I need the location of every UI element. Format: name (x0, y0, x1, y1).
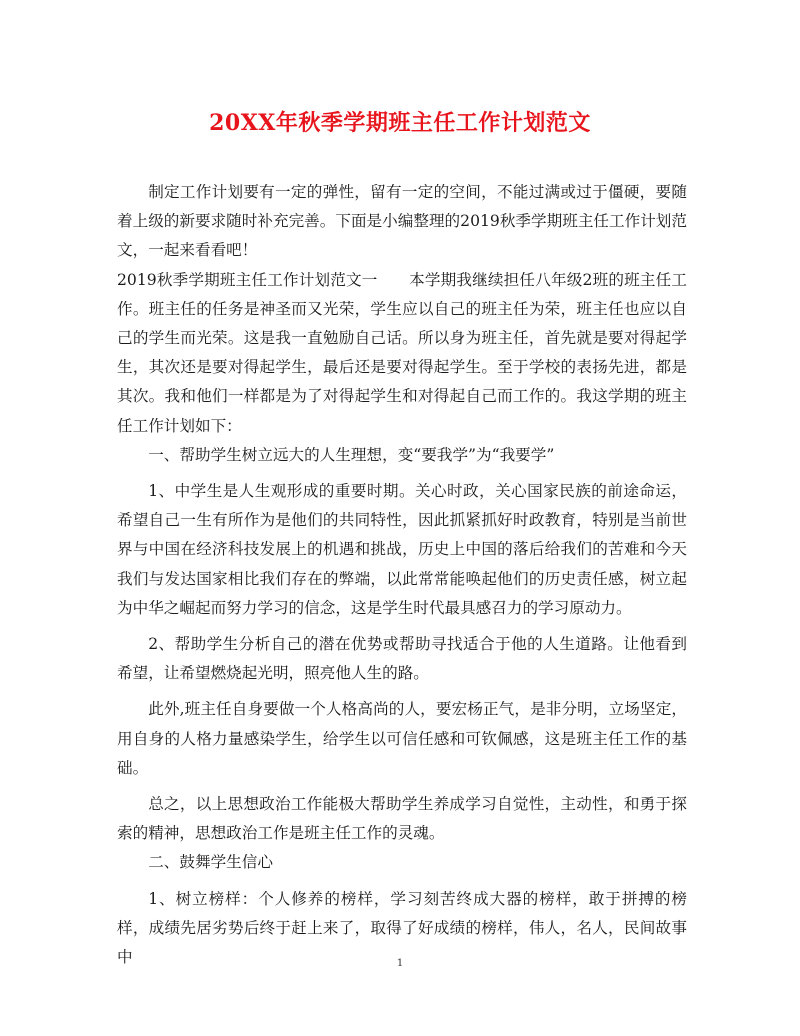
paragraph-intro: 制定工作计划要有一定的弹性，留有一定的空间，不能过满或过于僵硬，要随着上级的新要求随时补充完善。下面是小编整理的2019秋季学期班主任工作计划范文，一起来看看吧！ (117, 183, 687, 260)
paragraph-summary: 总之，以上思想政治工作能极大帮助学生养成学习自觉性，主动性，和勇于探索的精神，思想政治工作是班主任工作的灵魂。 (117, 795, 687, 843)
section-heading-two: 二、鼓舞学生信心 (148, 853, 273, 872)
paragraph-furthermore: 此外,班主任自身要做一个人格高尚的人，要宏杨正气，是非分明，立场坚定，用自身的人格力量感染学生，给学生以可信任感和可钦佩感，这是班主任工作的基础。 (117, 700, 687, 777)
page-number: 1 (396, 958, 404, 969)
section-heading-one: 一、帮助学生树立远大的人生理想，变“要我学”为“我要学” (148, 445, 555, 464)
paragraph-point-1-1: 1、中学生是人生观形成的重要时期。关心时政，关心国家民族的前途命运，希望自己一生有所作为是他们的共同特性，因此抓紧抓好时政教育，特别是当前世界与中国在经济科技发展上的机遇和挑战，历史上中国的落后给我们的苦难和今天我们与发达国家相比我们存在的弊端，以此常常能唤起他们的历史责任感，树立起为中华之崛起而努力学习的信念，这是学生时代最具感召力的学习原动力。 (117, 482, 687, 617)
paragraph-point-2-1: 1、树立榜样：个人修养的榜样，学习刻苦终成大器的榜样，敢于拼搏的榜样，成绩先居劣势后终于赶上来了，取得了好成绩的榜样，伟人，名人，民间故事中 (117, 889, 687, 967)
paragraph-example-one: 2019秋季学期班主任工作计划范文一 本学期我继续担任八年级2班的班主任工作。班主任的任务是神圣而又光荣，学生应以自己的班主任为荣，班主任也应以自己的学生而光荣。这是我一直勉励自己话。所以身为班主任，首先就是要对得起学生，其次还是要对得起学生，最后还是要对得起学生。至于学校的表扬先进，都是其次。我和他们一样都是为了对得起学生和对得起自己而工作的。我这学期的班主任工作计划如下： (117, 270, 687, 435)
paragraph-point-1-2: 2、帮助学生分析自己的潜在优势或帮助寻找适合于他的人生道路。让他看到希望，让希望燃烧起光明，照亮他人生的路。 (117, 635, 687, 683)
document-body (117, 178, 687, 972)
document-title: 20XX年秋季学期班主任工作计划范文 (209, 110, 591, 136)
